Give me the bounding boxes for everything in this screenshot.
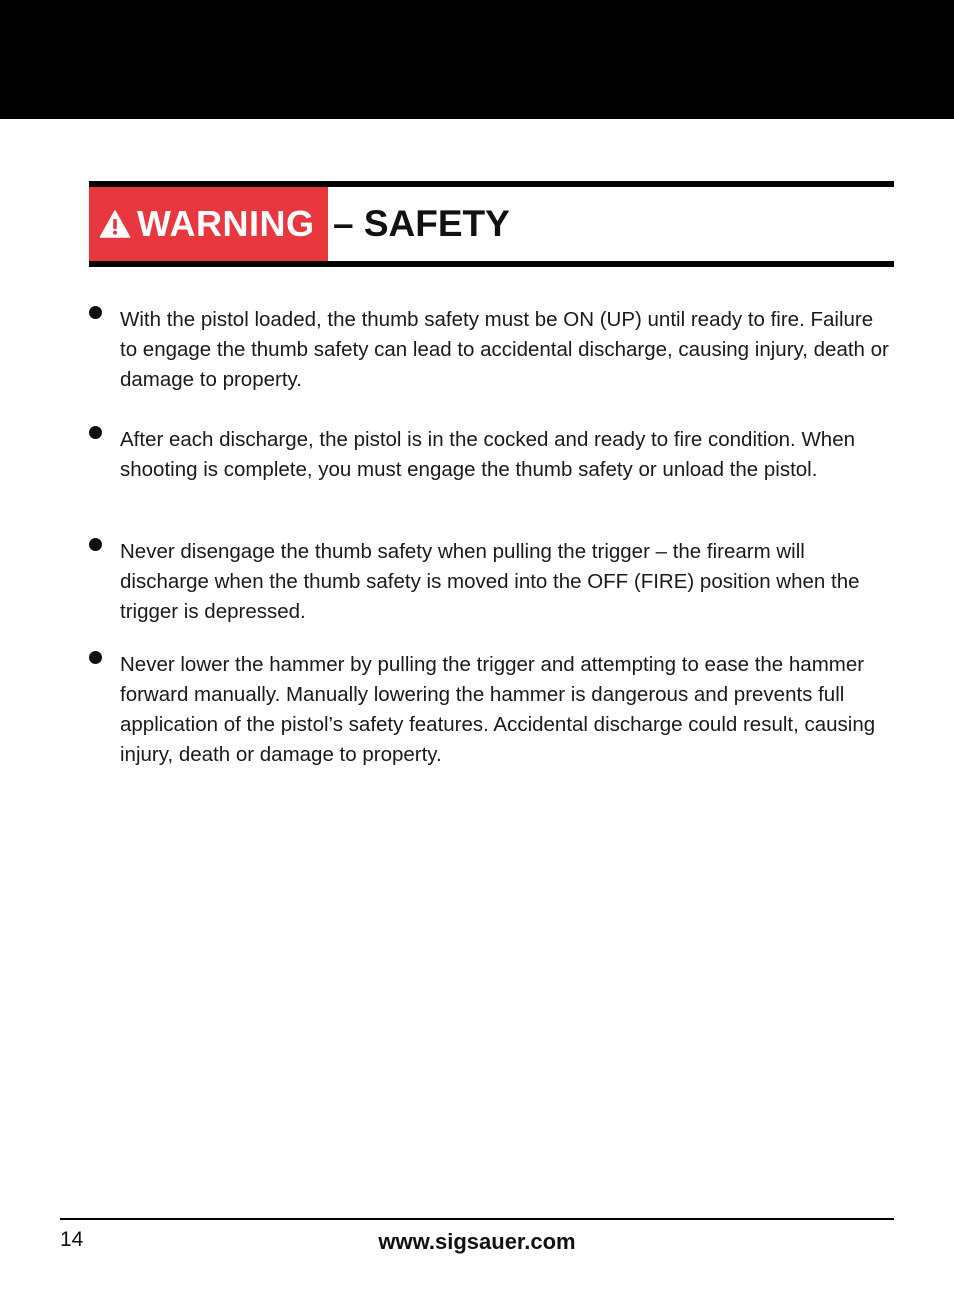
bullet-dot: [89, 426, 102, 439]
bullet-dot: [89, 651, 102, 664]
bullet-dot: [89, 306, 102, 319]
page-number: 14: [60, 1228, 84, 1251]
footer-rule: [60, 1218, 894, 1220]
warning-triangle-icon: [99, 209, 131, 239]
warning-badge: [89, 187, 328, 261]
warning-header: [89, 181, 894, 267]
bullet-text: Never disengage the thumb safety when pulling the trigger – the firearm will discharge when the thumb safety is moved into the OFF (FIRE) position when the trigger is depressed.: [120, 540, 860, 623]
warning-label: WARNING: [137, 203, 315, 244]
footer-url: www.sigsauer.com: [378, 1229, 576, 1254]
header-bottom-rule: [89, 261, 894, 267]
bullet-text: After each discharge, the pistol is in the cocked and ready to fire condition. When shooting is complete, you must engage the thumb safety or unload the pistol.: [120, 428, 855, 481]
bullet-text: Never lower the hammer by pulling the trigger and attempting to ease the hammer forward manually. Manually lowering the hammer is dangerous and prevents full application of the pistol’s safety features. Accidental discharge could result, causing injury, death or damage to property.: [120, 653, 876, 766]
bullet-dot: [89, 538, 102, 551]
section-title: – SAFETY: [333, 203, 510, 244]
top-black-band: [0, 0, 954, 119]
bullet-text: With the pistol loaded, the thumb safety must be ON (UP) until ready to fire. Failure to engage the thumb safety can lead to accidental discharge, causing injury, death or damage to property.: [120, 308, 889, 391]
